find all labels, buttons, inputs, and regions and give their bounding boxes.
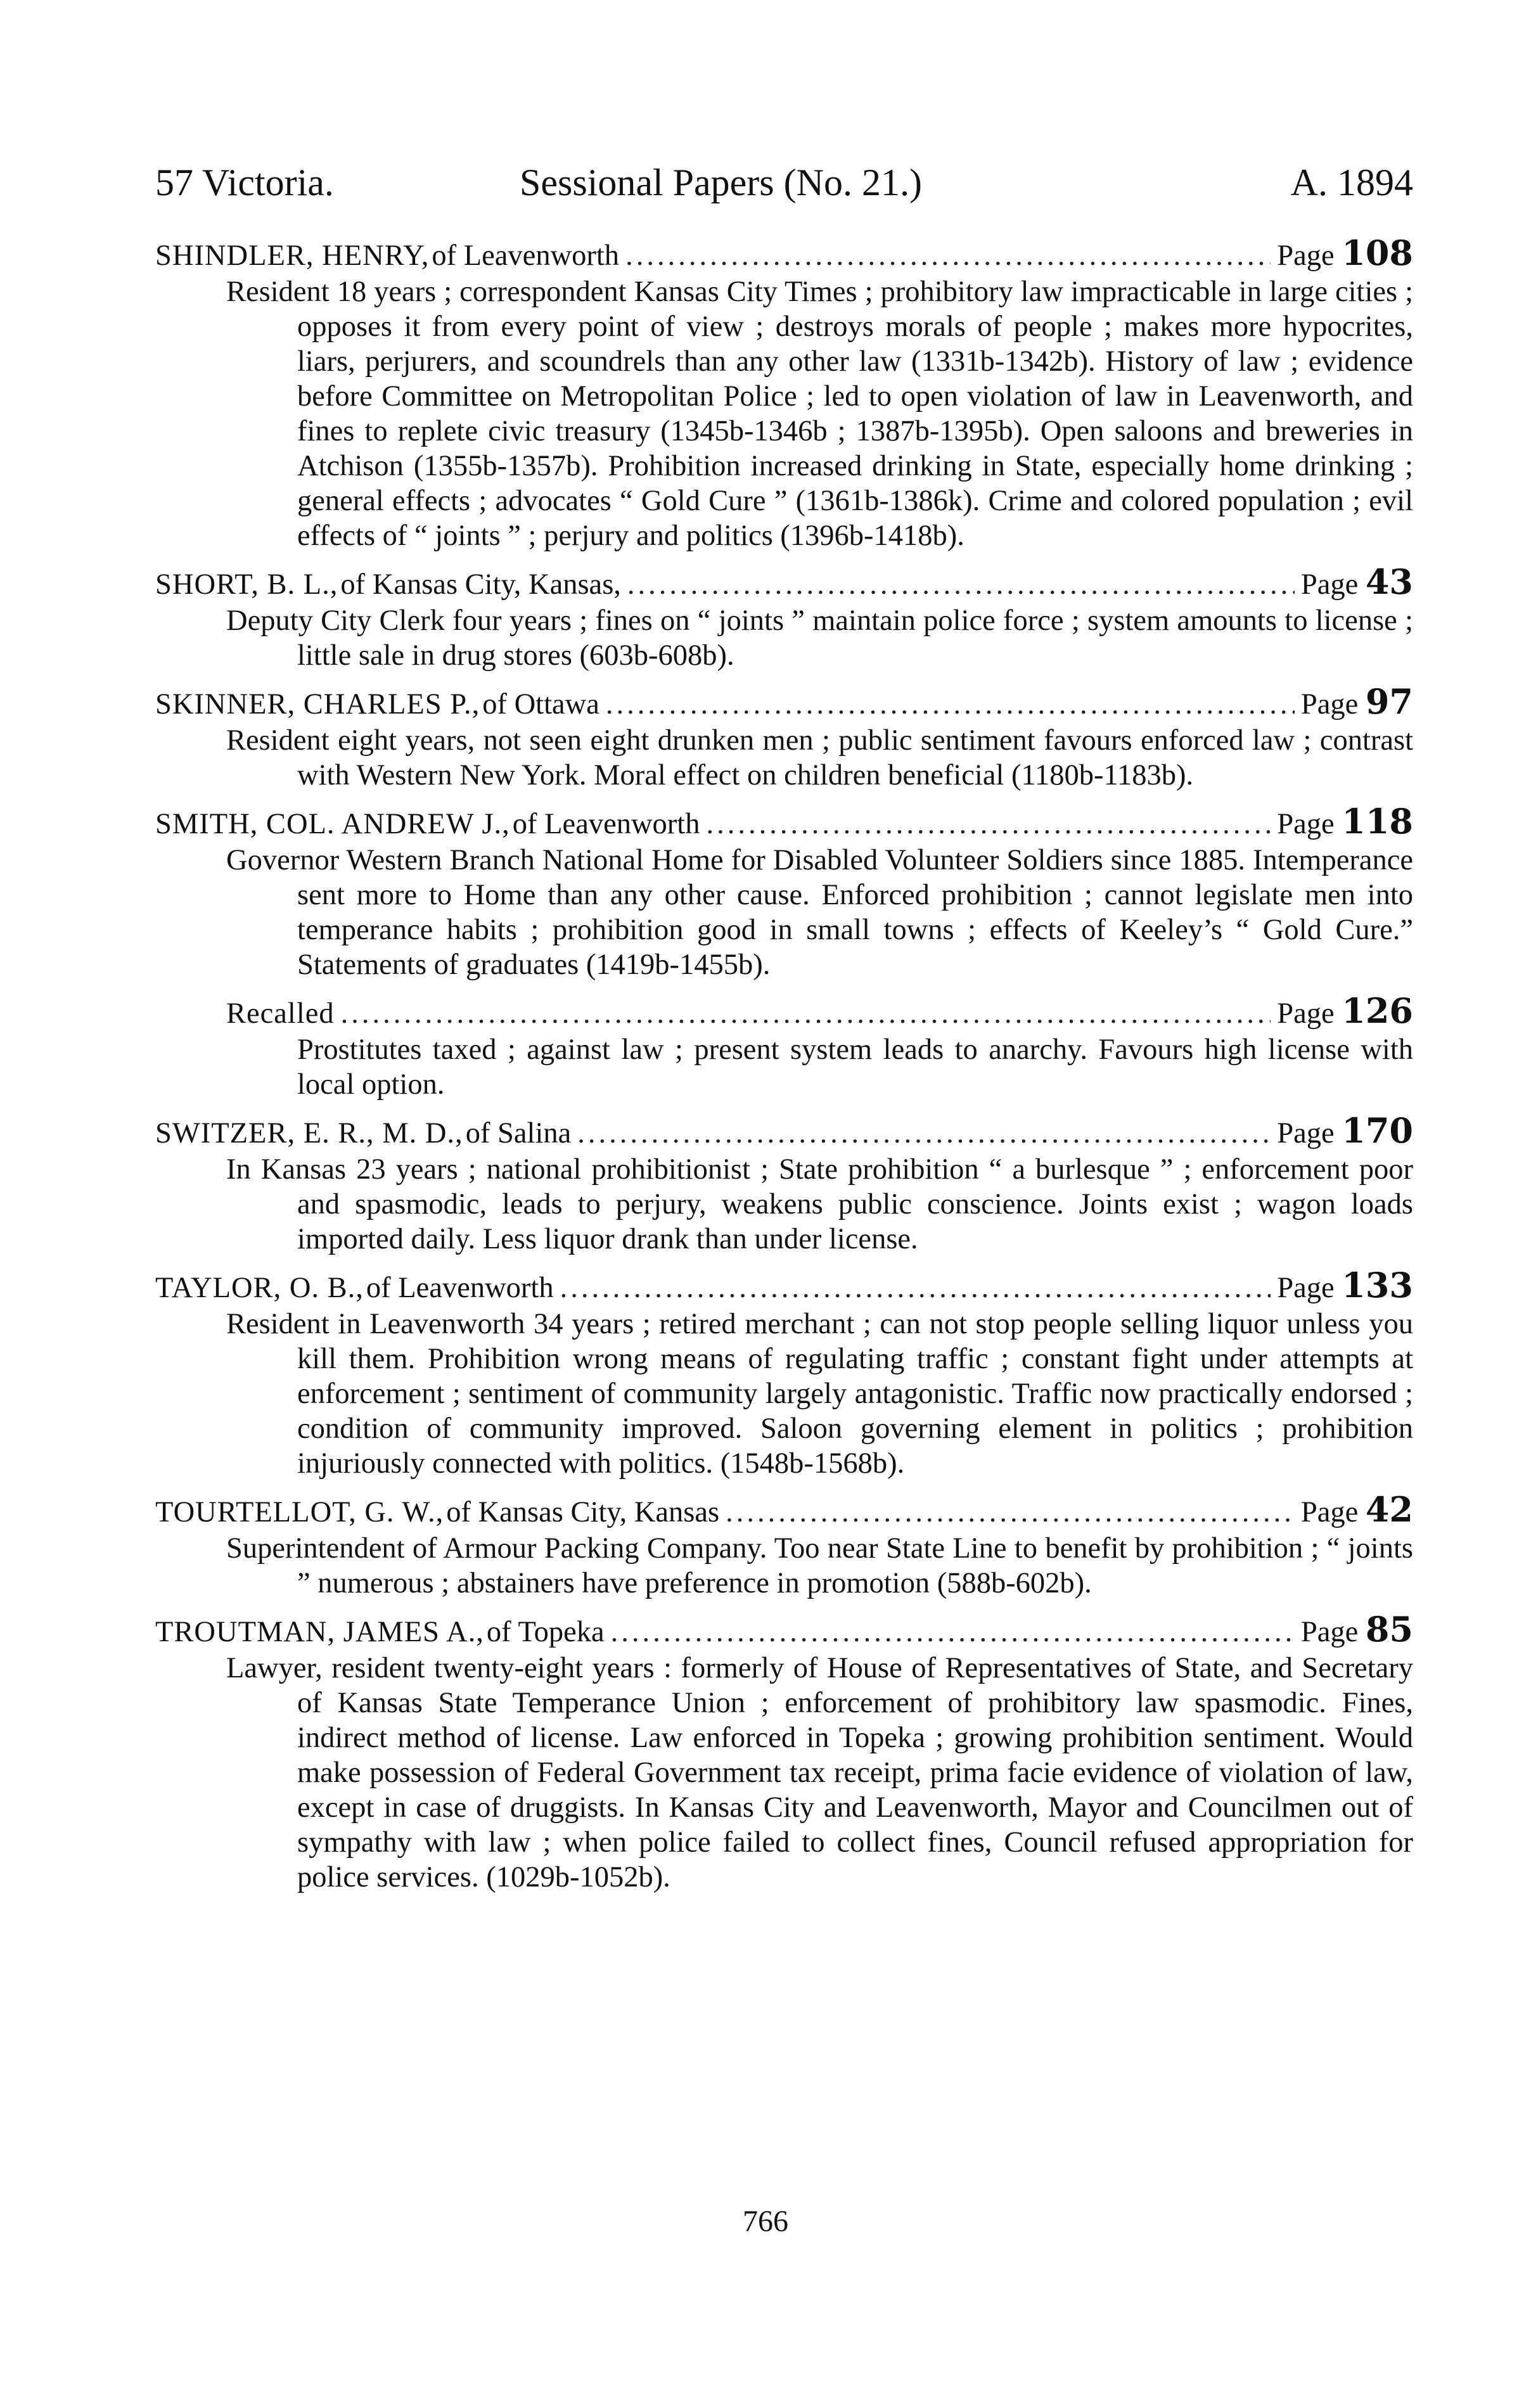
index-entry	[155, 681, 1413, 793]
entry-heading	[155, 1265, 1413, 1305]
page-label: Page	[1300, 568, 1359, 601]
index-entry	[155, 1609, 1413, 1895]
page-label: Page	[1277, 240, 1335, 272]
index-entry	[155, 233, 1413, 553]
page-number: 170	[1342, 1110, 1413, 1151]
entry-name: SMITH, COL. ANDREW J.,	[155, 808, 510, 840]
dot-leader	[560, 1271, 1271, 1305]
page-label: Page	[1300, 1496, 1359, 1528]
entry-description: Governor Western Branch National Home for Disabled Volunteer Soldiers since 1885. Intemperance sent more to Home than any other cause. Enforced prohibition ; cannot legislate men into temperance habits ; prohibition good in small towns ; effects of Keeley’s “ Gold Cure.” Statements of graduates (1419b-1455b).	[226, 844, 1413, 981]
index-entry	[155, 1265, 1413, 1481]
entry-name: SWITZER, E. R., M. D.,	[155, 1117, 463, 1150]
entry-page-ref	[1300, 681, 1413, 722]
entry-description: Resident in Leavenworth 34 years ; retired merchant ; can not stop people selling liquor unless you kill them. Prohibition wrong means of regulating traffic ; constant fight under attempts at enforcement ; sentiment of community largely antagonistic. Traffic now practically endorsed ; condition of community improved. Saloon governing element in politics ; prohibition injuriously connected with politics. (1548b-1568b).	[226, 1308, 1413, 1480]
dot-leader	[577, 1116, 1271, 1151]
entry-location: of Leavenworth	[432, 240, 620, 272]
entry-location: of Leavenworth	[366, 1272, 554, 1304]
dot-leader	[726, 1495, 1295, 1530]
entry-location: of Topeka	[486, 1616, 605, 1648]
index-entry	[155, 561, 1413, 673]
header-left: 57 Victoria.	[155, 162, 334, 203]
entry-description: Deputy City Clerk four years ; fines on “ joints ” maintain police force ; system amounts to license ; little sale in drug stores (603b-608b).	[226, 605, 1413, 672]
entry-description: Superintendent of Armour Packing Company. Too near State Line to benefit by prohibition ; “ joints ” numerous ; abstainers have preference in promotion (588b-602b).	[226, 1532, 1413, 1599]
page-number: 85	[1365, 1609, 1413, 1649]
entry-heading	[155, 801, 1413, 842]
page-number: 126	[1342, 990, 1413, 1031]
entry-description: Lawyer, resident twenty-eight years : formerly of House of Representatives of State, and Secretary of Kansas State Temperance Union ; enforcement of prohibitory law spasmodic. Fines, indirect method of license. Law enforced in Topeka ; growing prohibition sentiment. Would make possession of Federal Government tax receipt, prima facie evidence of violation of law, except in case of druggists. In Kansas City and Leavenworth, Mayor and Councilmen out of sympathy with law ; when police failed to collect fines, Council refused appropriation for police services. (1029b-1052b).	[226, 1652, 1413, 1893]
entry-name: TROUTMAN, JAMES A.,	[155, 1616, 484, 1648]
entry-location: of Kansas City, Kansas,	[340, 568, 621, 601]
entry-description: In Kansas 23 years ; national prohibitionist ; State prohibition “ a burlesque ” ; enforcement poor and spasmodic, leads to perjury, weakens public conscience. Joints exist ; wagon loads imported daily. Less liquor drank than under license.	[226, 1153, 1413, 1255]
entry-page-ref	[1277, 233, 1413, 273]
entry-page-ref	[1277, 1265, 1413, 1305]
entry-page-ref	[1277, 801, 1413, 842]
page-number: 43	[1365, 561, 1413, 602]
page-label: Page	[1277, 1272, 1335, 1304]
entry-heading	[155, 1489, 1413, 1530]
dot-leader	[611, 1615, 1295, 1649]
entry-name: SHORT, B. L.,	[155, 568, 338, 601]
page-label: Page	[1277, 808, 1335, 840]
entry-page-ref	[1277, 1110, 1413, 1151]
header-center: Sessional Papers (No. 21.)	[520, 162, 922, 203]
dot-leader	[341, 996, 1271, 1031]
dot-leader	[706, 807, 1271, 842]
page-footer-number: 766	[743, 2205, 788, 2238]
dot-leader	[606, 687, 1295, 722]
index-entry-recalled	[155, 990, 1413, 1102]
index-entry	[155, 801, 1413, 982]
entry-heading	[155, 990, 1413, 1031]
entry-description: Prostitutes taxed ; against law ; present system leads to anarchy. Favours high license with local option.	[297, 1034, 1413, 1101]
entry-page-ref	[1300, 1609, 1413, 1649]
index-entry	[155, 1489, 1413, 1601]
entry-location: of Leavenworth	[512, 808, 700, 840]
page-number: 118	[1342, 801, 1413, 842]
page-label: Page	[1300, 1616, 1359, 1648]
page-number: 108	[1342, 233, 1413, 273]
entry-description: Resident 18 years ; correspondent Kansas City Times ; prohibitory law impracticable in large cities ; opposes it from every point of view ; destroys morals of people ; makes more hypocrites, liars, perjurers, and scoundrels than any other law (1331b-1342b). History of law ; evidence before Committee on Metropolitan Police ; led to open violation of law in Leavenworth, and fines to replete civic treasury (1345b-1346b ; 1387b-1395b). Open saloons and breweries in Atchison (1355b-1357b). Prohibition increased drinking in State, especially home drinking ; general effects ; advocates “ Gold Cure ” (1361b-1386k). Crime and colored population ; evil effects of “ joints ” ; perjury and politics (1396b-1418b).	[226, 276, 1413, 552]
entry-name: SKINNER, CHARLES P.,	[155, 688, 480, 720]
entry-location: of Kansas City, Kansas	[446, 1496, 720, 1528]
running-header	[155, 157, 1413, 208]
index-body	[155, 233, 1413, 1906]
entry-name: SHINDLER, HENRY,	[155, 240, 430, 272]
entry-description: Resident eight years, not seen eight drunken men ; public sentiment favours enforced law ; contrast with Western New York. Moral effect on children beneficial (1180b-1183b).	[226, 724, 1413, 791]
header-right: A. 1894	[1290, 162, 1413, 203]
entry-location: of Salina	[465, 1117, 572, 1150]
entry-page-ref	[1277, 990, 1413, 1031]
entry-heading	[155, 1110, 1413, 1151]
page-label: Page	[1300, 688, 1359, 720]
entry-heading	[155, 1609, 1413, 1649]
entry-name: TOURTELLOT, G. W.,	[155, 1496, 444, 1528]
entry-page-ref	[1300, 561, 1413, 602]
entry-page-ref	[1300, 1489, 1413, 1530]
page-label: Page	[1277, 1117, 1335, 1150]
dot-leader	[627, 567, 1295, 602]
entry-heading	[155, 233, 1413, 273]
entry-heading	[155, 561, 1413, 602]
entry-location: of Ottawa	[482, 688, 599, 720]
entry-name: Recalled	[226, 997, 335, 1030]
dot-leader	[625, 238, 1271, 273]
entry-name: TAYLOR, O. B.,	[155, 1272, 364, 1304]
index-entry	[155, 1110, 1413, 1257]
page-number: 97	[1365, 681, 1413, 722]
page-number: 133	[1342, 1265, 1413, 1305]
page-number: 42	[1365, 1489, 1413, 1530]
entry-heading	[155, 681, 1413, 722]
page-label: Page	[1277, 997, 1335, 1030]
